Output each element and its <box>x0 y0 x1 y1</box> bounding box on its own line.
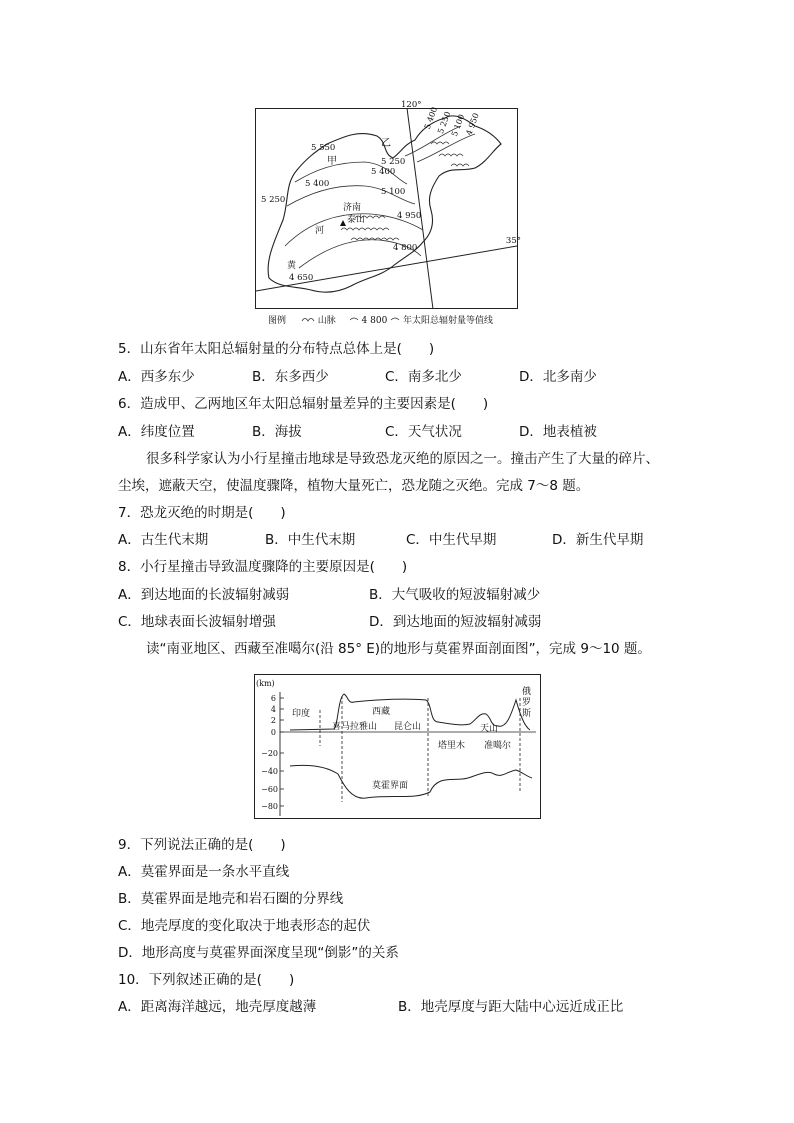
contour-line <box>417 134 475 162</box>
contour-value: 4 800 <box>393 243 418 253</box>
unit-label: (km) <box>256 679 275 688</box>
q10-option-a[interactable]: A．距离海洋越远，地壳厚度越薄 <box>118 999 317 1015</box>
y-tick-m20: −20 <box>261 749 278 758</box>
q7-option-a[interactable]: A．古生代末期 <box>118 532 209 548</box>
label-himalaya: 喜马拉雅山 <box>332 722 378 732</box>
y-tick-m60: −60 <box>261 785 278 794</box>
q8-option-b[interactable]: B．大气吸收的短波辐射减少 <box>369 587 541 603</box>
q6-option-a[interactable]: A．纬度位置 <box>118 424 195 440</box>
q9-option-d[interactable]: D．地形高度与莫霍界面深度呈现“倒影”的关系 <box>118 945 399 961</box>
place-jinan: 济南 <box>343 203 362 213</box>
contour-value: 5 250 <box>261 195 286 205</box>
y-tick-0: 0 <box>270 728 276 737</box>
place-yi: 乙 <box>381 138 391 149</box>
contour-value: 4 950 <box>397 211 422 221</box>
legend-isoline-text: 年太阳总辐射量等值线 <box>403 316 494 326</box>
contour-value: 5 100 <box>381 187 406 197</box>
q8-option-c[interactable]: C．地球表面长波辐射增强 <box>118 614 276 630</box>
place-huang: 黄 <box>287 261 297 271</box>
q6-option-b[interactable]: B．海拔 <box>252 424 302 440</box>
label-tianshan: 天山 <box>480 724 499 734</box>
mountain-legend-icon <box>301 315 315 326</box>
isoline-legend-icon <box>349 315 359 326</box>
q9-option-b[interactable]: B．莫霍界面是地壳和岩石圈的分界线 <box>118 891 344 907</box>
q5-option-c[interactable]: C．南多北少 <box>385 369 462 385</box>
place-taishan: 泰山 <box>347 215 366 225</box>
q5-option-d[interactable]: D．北多南少 <box>519 369 597 385</box>
q7-stem: 7．恐龙灭绝的时期是( ) <box>118 505 286 521</box>
q5-stem: 5．山东省年太阳总辐射量的分布特点总体上是( ) <box>118 341 435 357</box>
q9-stem: 9．下列说法正确的是( ) <box>118 837 286 853</box>
q8-option-a[interactable]: A．到达地面的长波辐射减弱 <box>118 587 290 603</box>
y-tick-2: 2 <box>270 716 276 725</box>
place-he: 河 <box>315 226 325 236</box>
q8-stem: 8．小行星撞击导致温度骤降的主要原因是( ) <box>118 559 408 575</box>
label-tibet: 西藏 <box>372 707 391 717</box>
contour-value: 5 400 <box>422 105 440 131</box>
shandong-radiation-map <box>255 100 519 312</box>
y-ticks <box>280 698 284 806</box>
q9-option-c[interactable]: C．地壳厚度的变化取决于地表形态的起伏 <box>118 918 371 934</box>
label-tarim: 塔里木 <box>438 741 466 751</box>
q7-option-d[interactable]: D．新生代早期 <box>552 532 644 548</box>
contour-value: 4 950 <box>464 111 481 137</box>
label-russia <box>522 685 534 719</box>
label-junggar: 准噶尔 <box>484 741 512 751</box>
y-tick-m40: −40 <box>261 767 278 776</box>
contour-value: 4 650 <box>289 273 314 283</box>
q6-stem: 6．造成甲、乙两地区年太阳总辐射量差异的主要因素是( ) <box>118 396 489 412</box>
q6-option-c[interactable]: C．天气状况 <box>385 424 462 440</box>
map-legend <box>268 313 493 327</box>
label-russia-2: 罗 <box>522 698 532 708</box>
legend-isoline-value: 4 800 <box>361 316 388 326</box>
label-moho: 莫霍界面 <box>372 781 409 791</box>
contour-value: 5 400 <box>371 167 396 177</box>
passage-asteroid-line1: 很多科学家认为小行星撞击地球是导致恐龙灭绝的原因之一。撞击产生了大量的碎片、 <box>146 451 659 467</box>
moho-line <box>290 765 532 798</box>
place-jia: 甲 <box>327 156 337 167</box>
q5-option-a[interactable]: A．西多东少 <box>118 369 195 385</box>
q10-stem: 10．下列叙述正确的是( ) <box>118 972 295 988</box>
q7-option-b[interactable]: B．中生代末期 <box>265 532 356 548</box>
legend-mountain: 山脉 <box>317 316 336 326</box>
label-kunlun: 昆仑山 <box>394 722 422 732</box>
contour-value: 5 550 <box>311 143 336 153</box>
parallel-label: 35° <box>505 236 521 246</box>
meridian-label: 120° <box>401 100 422 110</box>
label-india: 印度 <box>292 709 311 719</box>
y-tick-m80: −80 <box>261 802 278 811</box>
q10-option-b[interactable]: B．地壳厚度与距大陆中心远近成正比 <box>398 999 624 1015</box>
isoline-legend-icon-2 <box>390 315 400 326</box>
label-russia-3: 斯 <box>522 709 532 719</box>
q6-option-d[interactable]: D．地表植被 <box>519 424 597 440</box>
legend-title: 图例 <box>268 316 287 326</box>
contour-value: 5 250 <box>381 157 406 167</box>
label-russia-1: 俄 <box>522 687 532 697</box>
q5-option-b[interactable]: B．东多西少 <box>252 369 329 385</box>
y-tick-6: 6 <box>270 694 276 703</box>
passage-profile: 读“南亚地区、西藏至准噶尔(沿 85° E)的地形与莫霍界面剖面图”，完成 9～10 题。 <box>146 641 651 657</box>
profile-svg <box>254 674 542 820</box>
q9-option-a[interactable]: A．莫霍界面是一条水平直线 <box>118 864 290 880</box>
passage-asteroid-line2: 尘埃，遮蔽天空，使温度骤降，植物大量死亡，恐龙随之灭绝。完成 7～8 题。 <box>118 478 590 494</box>
contour-value: 5 400 <box>305 179 330 189</box>
q8-option-d[interactable]: D．到达地面的短波辐射减弱 <box>369 614 542 630</box>
q7-option-c[interactable]: C．中生代早期 <box>406 532 497 548</box>
contour-value: 5 100 <box>449 113 467 138</box>
moho-profile-figure <box>254 674 542 820</box>
meridian-120-line <box>407 108 433 309</box>
map-svg <box>255 100 519 312</box>
y-tick-4: 4 <box>270 705 276 714</box>
taishan-peak-icon <box>340 220 346 226</box>
contour-value: 5 250 <box>436 110 453 135</box>
